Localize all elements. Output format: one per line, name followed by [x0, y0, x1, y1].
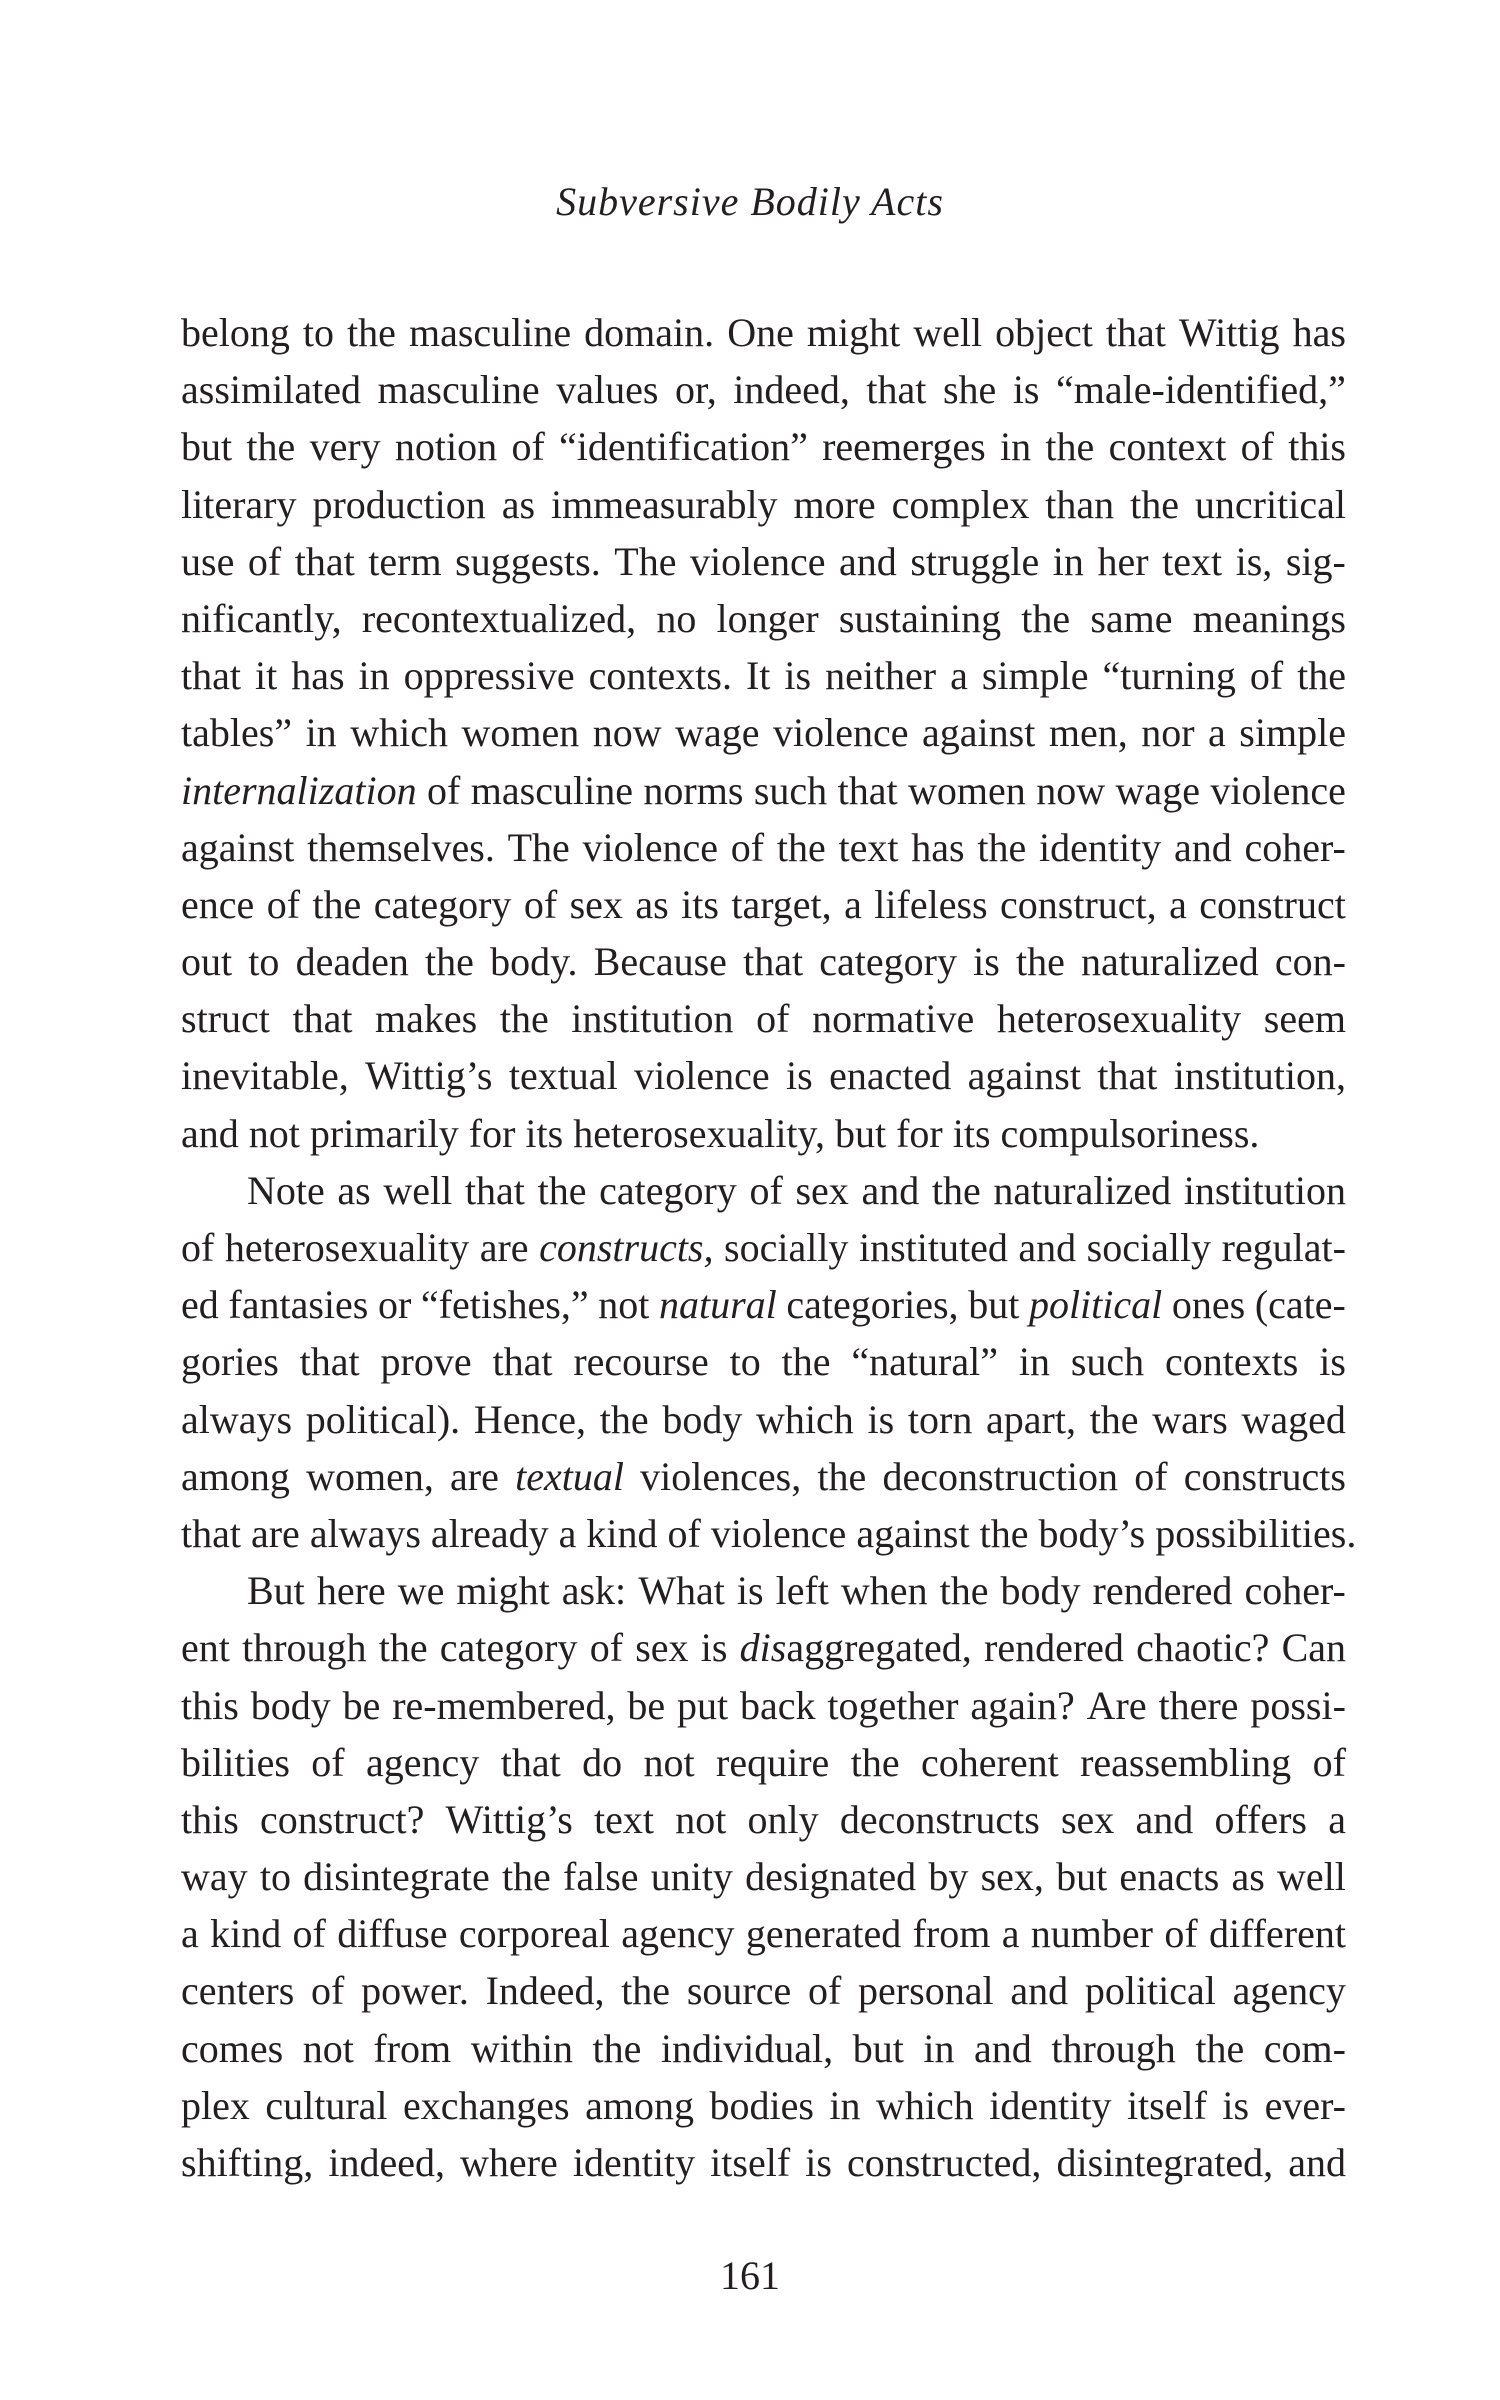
text-line: bilities of agency that do not require the coherent reassembling of	[181, 1739, 1346, 1785]
text-line: ence of the category of sex as its target, a lifeless construct, a construct	[181, 881, 1346, 927]
text-line: use of that term suggests. The violence and struggle in her text is, sig-	[181, 538, 1346, 584]
text-line: always political). Hence, the body which is torn apart, the wars waged	[181, 1396, 1346, 1442]
text-line: centers of power. Indeed, the source of personal and political agency	[181, 1968, 1346, 2014]
text-line: struct that makes the institution of normative heterosexuality seem	[181, 996, 1346, 1042]
text-line: among women, are textual violences, the deconstruction of constructs	[181, 1453, 1346, 1499]
text-line: but the very notion of “identification” reemerges in the context of this	[181, 424, 1346, 470]
text-line: comes not from within the individual, but in and through the com-	[181, 2025, 1346, 2071]
text-line: that it has in oppressive contexts. It is neither a simple “turning of the	[181, 653, 1346, 699]
body-text	[181, 304, 1357, 2191]
text-line: of heterosexuality are constructs, socially instituted and socially regulat-	[181, 1225, 1346, 1270]
text-line: tables” in which women now wage violence against men, nor a simple	[181, 710, 1346, 756]
text-line: against themselves. The violence of the text has the identity and coher-	[181, 824, 1346, 870]
text-line: and not primarily for its heterosexuality, but for its compulsoriness.	[181, 1110, 1260, 1156]
text-line: out to deaden the body. Because that category is the naturalized con-	[181, 939, 1346, 985]
page-number: 161	[720, 2253, 780, 2298]
text-line: belong to the masculine domain. One might well object that Wittig has	[181, 310, 1346, 355]
text-line: gories that prove that recourse to the “natural” in such contexts is	[181, 1339, 1346, 1385]
running-head: Subversive Bodily Acts	[556, 179, 944, 224]
text-line: ed fantasies or “fetishes,” not natural categories, but political ones (cate-	[181, 1282, 1346, 1328]
text-line: But here we might ask: What is left when the body rendered coher-	[247, 1568, 1346, 1614]
text-line: this construct? Wittig’s text not only deconstructs sex and offers a	[181, 1796, 1346, 1842]
text-line: that are always already a kind of violence against the body’s possibilities.	[181, 1510, 1357, 1556]
text-line: inevitable, Wittig’s textual violence is enacted against that institution,	[181, 1053, 1346, 1099]
text-line: plex cultural exchanges among bodies in which identity itself is ever-	[181, 2082, 1346, 2128]
text-line: assimilated masculine values or, indeed, that she is “male-identified,”	[181, 367, 1346, 413]
text-line: literary production as immeasurably more complex than the uncritical	[181, 481, 1346, 527]
text-line: Note as well that the category of sex and the naturalized institution	[247, 1167, 1346, 1213]
text-line: ent through the category of sex is disaggregated, rendered chaotic? Can	[181, 1625, 1346, 1671]
text-line: shifting, indeed, where identity itself is constructed, disintegrated, and	[181, 2140, 1346, 2185]
text-line: nificantly, recontextualized, no longer sustaining the same meanings	[181, 595, 1346, 641]
text-line: way to disintegrate the false unity designated by sex, but enacts as well	[181, 1854, 1346, 1900]
text-line: this body be re-membered, be put back together again? Are there possi-	[181, 1682, 1346, 1728]
text-line: internalization of masculine norms such that women now wage violence	[181, 767, 1346, 813]
text-line: a kind of diffuse corporeal agency generated from a number of different	[181, 1911, 1346, 1957]
